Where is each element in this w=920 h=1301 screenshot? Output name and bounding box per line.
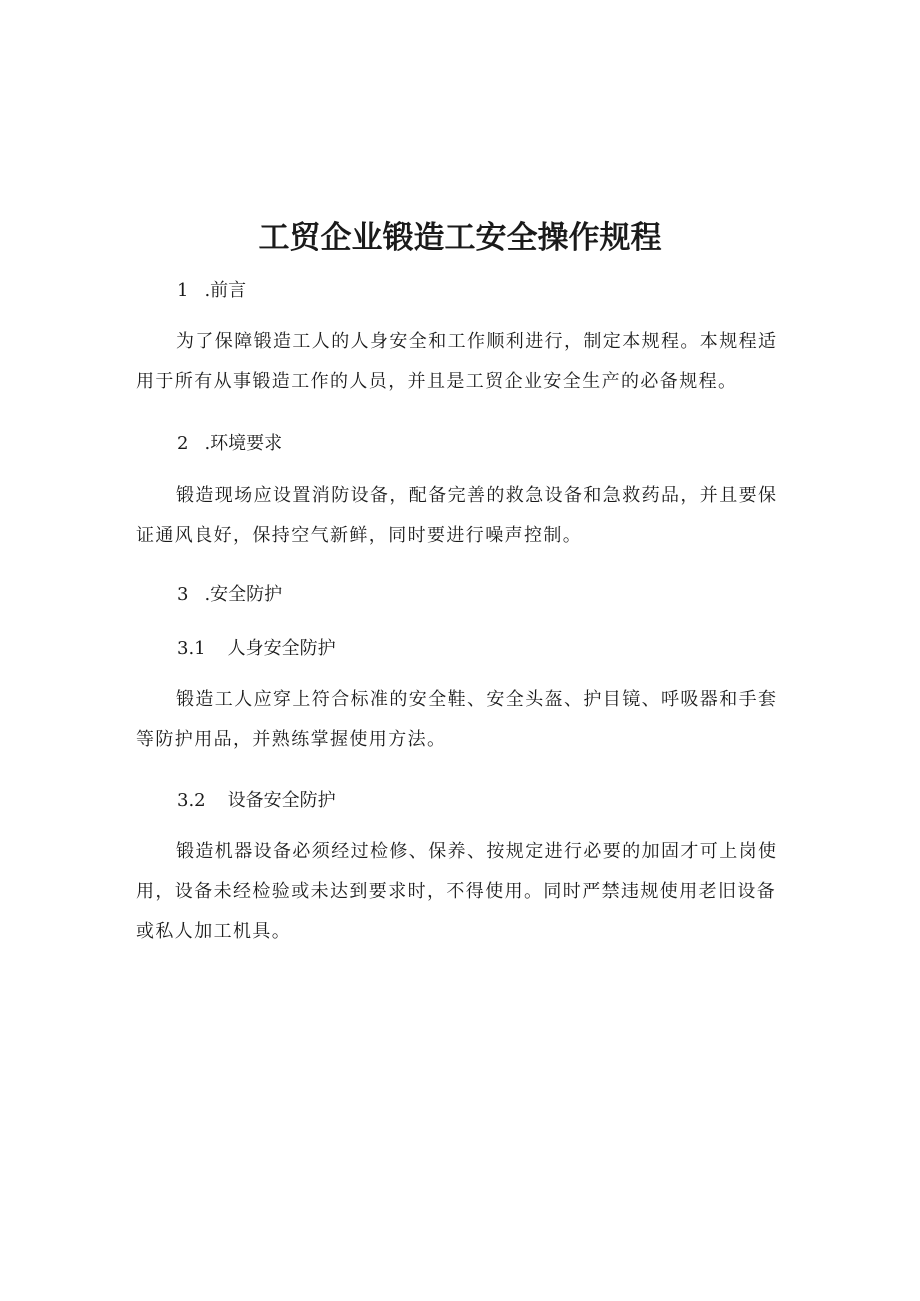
subsection-number: 3.2 xyxy=(177,790,206,811)
subsection-heading-3-1 xyxy=(177,636,336,662)
section-heading-2 xyxy=(177,431,282,457)
subsection-number: 3.1 xyxy=(177,638,206,659)
subsection-title: 设备安全防护 xyxy=(227,790,336,811)
section-heading-3 xyxy=(177,582,282,608)
document-title: 工贸企业锻造工安全操作规程 xyxy=(258,220,662,256)
subsection-heading-3-2 xyxy=(177,788,336,814)
section-title: .前言 xyxy=(204,280,247,301)
section-heading-1 xyxy=(177,278,246,304)
section-title: .安全防护 xyxy=(204,584,283,605)
subsection-body-3-2: 锻造机器设备必须经过检修、保养、按规定进行必要的加固才可上岗使用，设备未经检验或未达到要求时，不得使用。同时严禁违规使用老旧设备或私人加工机具。 xyxy=(136,841,778,942)
subsection-body-3-1: 锻造工人应穿上符合标准的安全鞋、安全头盔、护目镜、呼吸器和手套等防护用品，并熟练掌握使用方法。 xyxy=(136,689,778,750)
section-body-2: 锻造现场应设置消防设备，配备完善的救急设备和急救药品，并且要保证通风良好，保持空气新鲜，同时要进行噪声控制。 xyxy=(136,485,778,546)
section-number: 1 xyxy=(177,280,189,301)
subsection-title: 人身安全防护 xyxy=(227,638,336,659)
section-number: 3 xyxy=(177,584,189,605)
section-number: 2 xyxy=(177,433,189,454)
section-title: .环境要求 xyxy=(204,433,283,454)
section-body-1: 为了保障锻造工人的人身安全和工作顺利进行，制定本规程。本规程适用于所有从事锻造工作的人员，并且是工贸企业安全生产的必备规程。 xyxy=(136,331,778,392)
